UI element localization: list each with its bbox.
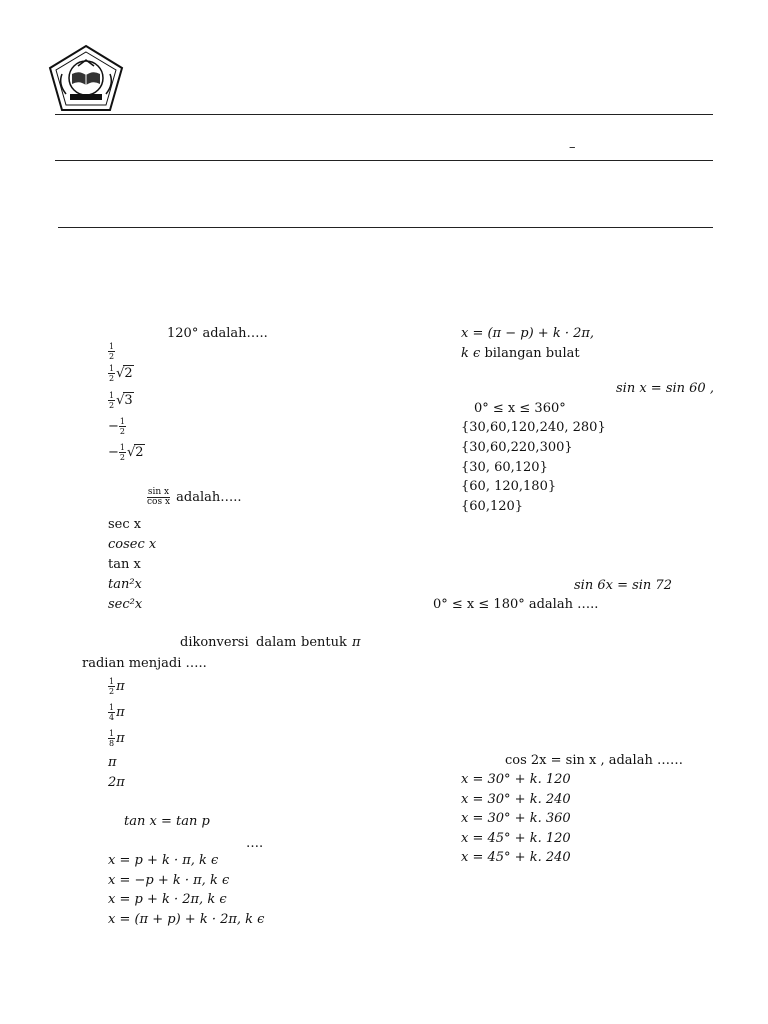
q3-stem-word-2: dalam bbox=[256, 635, 297, 650]
q3-option-c: $\frac{1}{8}$ π bbox=[109, 729, 125, 748]
q2-stem bbox=[146, 488, 242, 507]
q3-option-b: $\frac{1}{4}$ π bbox=[109, 703, 125, 722]
q2-option-e: sec²x bbox=[108, 597, 143, 612]
q4-option-c: x = p + k · 2π, k ϵ bbox=[108, 892, 227, 907]
q5-option-c: {30, 60,120} bbox=[461, 460, 548, 475]
q3-option-d: π bbox=[108, 755, 117, 770]
q6-stem-right: sin 6x = sin 72 bbox=[574, 578, 672, 593]
q4-stem: tan x = tan p bbox=[124, 814, 210, 829]
q7-option-b: x = 30° + k. 240 bbox=[461, 792, 571, 807]
q2-option-c: tan x bbox=[108, 557, 141, 572]
q1-stem: 120° adalah….. bbox=[167, 326, 268, 341]
q1-option-c: $\frac{1}{2}$ √3 bbox=[109, 391, 133, 410]
q4-option-e-line-1: x = (π − p) + k · 2π, bbox=[461, 326, 595, 341]
q4-option-e-math: k ϵ bbox=[461, 346, 481, 361]
q7-option-d: x = 45° + k. 120 bbox=[461, 831, 571, 846]
q1-option-d: − $\frac{1}{2}$ bbox=[108, 417, 125, 436]
q5-option-d: {60, 120,180} bbox=[461, 479, 557, 494]
q2-fraction-numerator: sin x bbox=[147, 487, 170, 497]
q7-option-a: x = 30° + k. 120 bbox=[461, 772, 571, 787]
q4-dots: …. bbox=[246, 836, 264, 851]
q5-stem-right: sin x = sin 60 , bbox=[616, 381, 714, 396]
q2-fraction-denominator: cos x bbox=[147, 497, 171, 507]
q3-stem-line-2: radian menjadi ….. bbox=[82, 656, 207, 671]
header-rule-top bbox=[55, 114, 713, 115]
q3-option-a: $\frac{1}{2}$ π bbox=[109, 677, 125, 696]
header-dash: – bbox=[569, 140, 576, 155]
q7-stem: cos 2x = sin x , adalah …… bbox=[505, 753, 683, 768]
q7-option-e: x = 45° + k. 240 bbox=[461, 850, 571, 865]
q2-option-a: sec x bbox=[108, 517, 142, 532]
q7-option-c: x = 30° + k. 360 bbox=[461, 811, 571, 826]
q5-option-a: {30,60,120,240, 280} bbox=[461, 420, 606, 435]
q2-stem-suffix: adalah….. bbox=[176, 490, 242, 505]
q4-option-e-line-2 bbox=[461, 346, 580, 362]
header-rule-bottom bbox=[58, 227, 713, 228]
q6-stem-line-2: 0° ≤ x ≤ 180° adalah ….. bbox=[433, 597, 599, 612]
school-crest-logo bbox=[48, 44, 124, 112]
q3-stem-word-1: dikonversi bbox=[180, 635, 249, 650]
q1-option-a: $\frac{1}{2}$ bbox=[109, 342, 115, 361]
q4-option-d: x = (π + p) + k · 2π, k ϵ bbox=[108, 912, 265, 927]
q4-option-a: x = p + k · π, k ϵ bbox=[108, 853, 219, 868]
q5-option-b: {30,60,220,300} bbox=[461, 440, 573, 455]
q1-option-e: − $\frac{1}{2}$ √2 bbox=[108, 443, 144, 462]
q3-option-e: 2π bbox=[108, 775, 125, 790]
q4-option-e-text: bilangan bulat bbox=[484, 346, 580, 361]
q5-option-e: {60,120} bbox=[461, 499, 524, 514]
q3-stem-word-4: π bbox=[352, 635, 361, 650]
q1-option-b: $\frac{1}{2}$ √2 bbox=[109, 364, 133, 383]
q4-option-b: x = −p + k · π, k ϵ bbox=[108, 873, 230, 888]
q3-stem-word-3: bentuk bbox=[301, 635, 347, 650]
header-rule-middle bbox=[55, 160, 713, 161]
q2-option-b: cosec x bbox=[108, 537, 157, 552]
q2-option-d: tan²x bbox=[108, 577, 142, 592]
q5-stem-line-2: 0° ≤ x ≤ 360° bbox=[474, 401, 566, 416]
